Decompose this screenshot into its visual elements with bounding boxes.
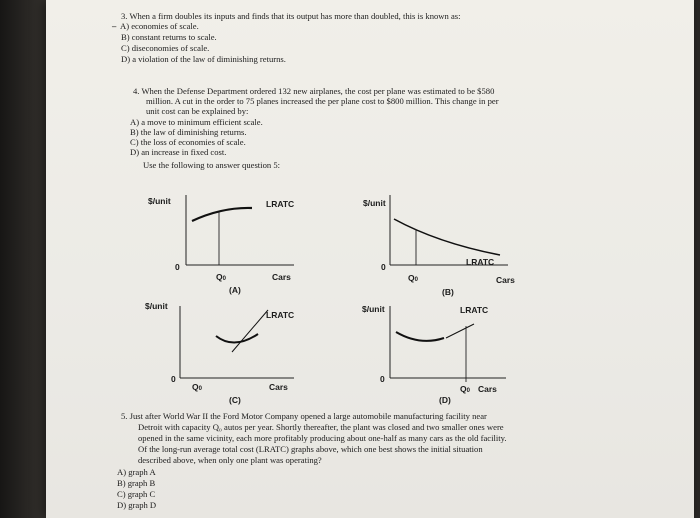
graph-d-lratc-rise (446, 324, 474, 338)
q4-option-b: B) the law of diminishing returns. (130, 127, 247, 137)
graph-instruction: Use the following to answer question 5: (143, 160, 281, 170)
graph-a-curve-label: LRATC (266, 199, 295, 209)
q5-stem-line-1: 5. Just after World War II the Ford Motor Company opened a large automobile manufacturing facility near (121, 411, 487, 421)
desk-edge (0, 0, 46, 518)
q4-option-a: A) a move to minimum efficient scale. (130, 117, 263, 127)
graph-c-curve-label: LRATC (266, 310, 295, 320)
q5-option-a: A) graph A (117, 467, 156, 477)
q3-option-a: A) economies of scale. (120, 21, 199, 31)
graph-c-xlabel: Cars (269, 382, 288, 392)
graph-b-lratc-curve (394, 219, 500, 255)
q3-stem: 3. When a firm doubles its inputs and finds that its output has more than doubled, this is known as: (121, 11, 461, 21)
q4-option-c: C) the loss of economies of scale. (130, 137, 246, 147)
graph-b-ylabel: $/unit (363, 198, 386, 208)
graph-b-xlabel: Cars (496, 275, 515, 285)
graph-a-ylabel: $/unit (148, 196, 171, 206)
q4-stem-line-3: unit cost can be explained by: (146, 106, 249, 116)
q3-answer-mark: – (112, 21, 117, 31)
q3-option-c: C) diseconomies of scale. (121, 43, 210, 53)
graph-b-caption: (B) (442, 287, 454, 297)
graph-d-plot (328, 298, 518, 422)
graph-a (144, 187, 304, 302)
q3-option-b: B) constant returns to scale. (121, 32, 217, 42)
graph-c-origin: 0 (171, 374, 176, 384)
graph-a-q0: Q0 (216, 272, 226, 282)
graph-d-xlabel: Cars (478, 384, 497, 394)
graph-b-curve-label: LRATC (466, 257, 495, 267)
q4-stem-line-2: million. A cut in the order to 75 planes increased the per plane cost to $800 million. This change in per (146, 96, 499, 106)
graph-d-q0: Q0 (460, 384, 470, 394)
graph-c (144, 298, 304, 422)
graph-b-origin: 0 (381, 262, 386, 272)
q5-stem-line-4: Of the long-run average total cost (LRATC) graphs above, which one best shows the initial situation (138, 444, 483, 454)
graph-d (328, 298, 518, 422)
graph-a-caption: (A) (229, 285, 241, 295)
worksheet-page (46, 0, 694, 518)
q3-option-d: D) a violation of the law of diminishing returns. (121, 54, 286, 64)
graph-d-ylabel: $/unit (362, 304, 385, 314)
q5-option-c: C) graph C (117, 489, 156, 499)
q5-option-b: B) graph B (117, 478, 156, 488)
q5-stem-line-2: Detroit with capacity Q₀ autos per year. Shortly thereafter, the plant was closed and two smaller ones were (138, 422, 504, 432)
graph-b (348, 187, 518, 302)
graph-d-lratc-curve (396, 332, 444, 341)
graph-c-lratc-leader (232, 310, 268, 352)
q5-option-d: D) graph D (117, 500, 157, 510)
q4-option-d: D) an increase in fixed cost. (130, 147, 227, 157)
q5-stem-line-5: described above, when only one plant was operating? (138, 455, 322, 465)
graph-c-ylabel: $/unit (145, 301, 168, 311)
q4-stem-line-1: 4. When the Defense Department ordered 132 new airplanes, the cost per plane was estimated to be $580 (133, 86, 495, 96)
graph-d-caption: (D) (439, 395, 451, 405)
graph-c-caption: (C) (229, 395, 241, 405)
graph-c-lratc-curve (216, 334, 258, 343)
graph-a-origin: 0 (175, 262, 180, 272)
graph-c-q0: Q0 (192, 382, 202, 392)
graph-d-curve-label: LRATC (460, 305, 489, 315)
graph-a-xlabel: Cars (272, 272, 291, 282)
graph-d-origin: 0 (380, 374, 385, 384)
graph-b-q0: Q0 (408, 273, 418, 283)
q5-stem-line-3: opened in the same vicinity, each more profitably producing about one-half as many cars as the old facility. (138, 433, 507, 443)
graph-a-lratc-curve (192, 208, 252, 221)
